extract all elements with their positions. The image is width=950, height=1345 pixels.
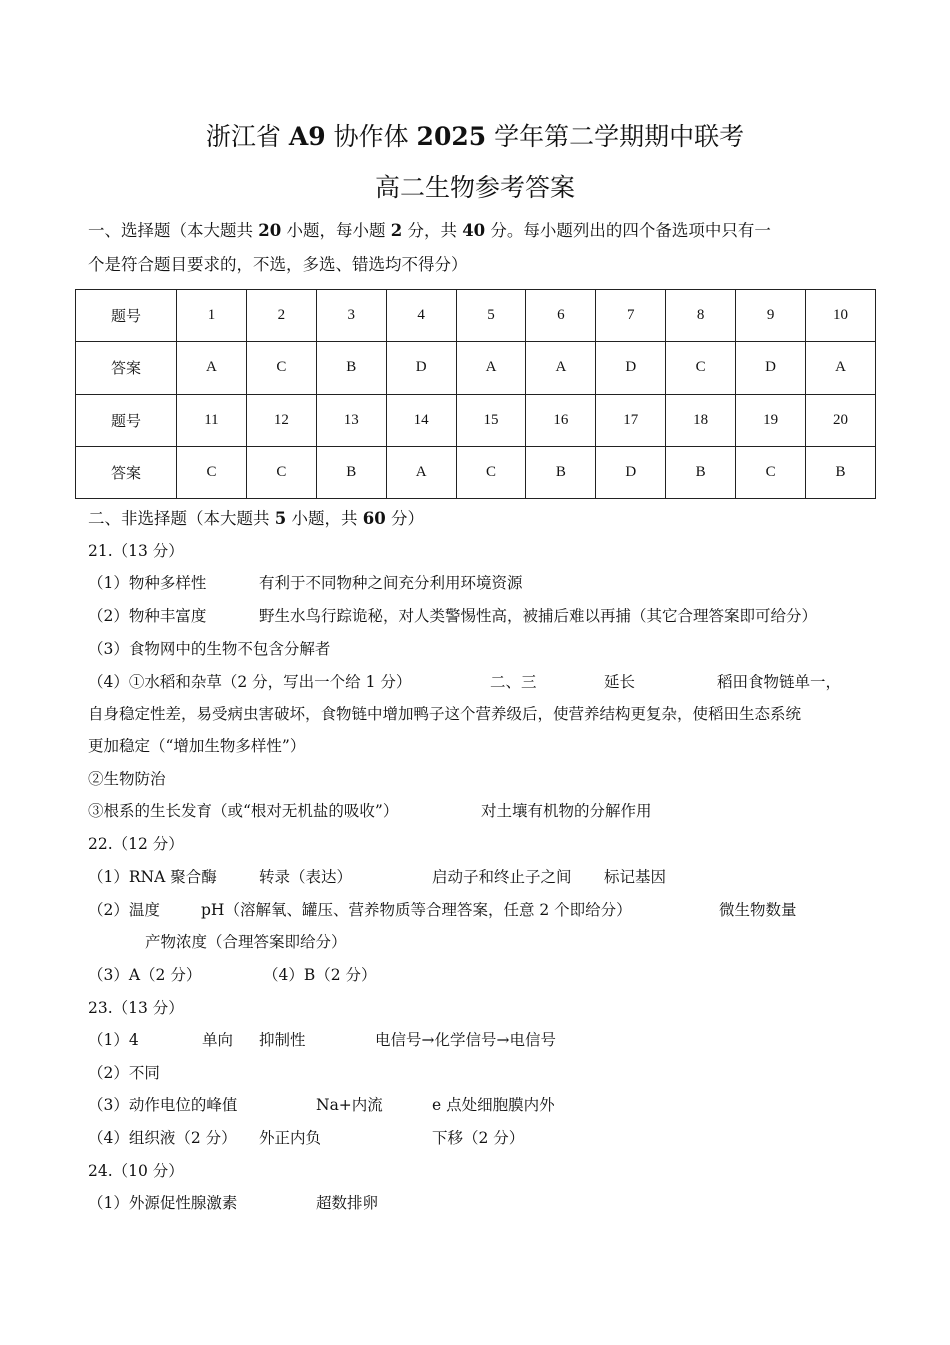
q22-part1-answer-a: （1）RNA 聚合酶 [88,868,217,886]
answer-table-cell: D [596,342,666,394]
q22-part1-answer-d: 标记基因 [604,868,667,886]
q23-part1-answer-c: 抑制性 [259,1031,306,1049]
answer-table-cell: C [736,446,806,498]
answer-table-cell: 5 [456,290,526,342]
q21-part4-answer-d: 稻田食物链单一， [717,673,842,691]
answer-table-cell: A [386,446,456,498]
answer-table-cell: 6 [526,290,596,342]
q21-part2-answer-a: （2）物种丰富度 [88,607,207,625]
answer-table-cell: 7 [596,290,666,342]
answer-table-cell: 10 [806,290,876,342]
q23-part4-answer-a: （4）组织液（2 分） [88,1129,237,1147]
q22-part2-line2: 产物浓度（合理答案即给分） [145,933,347,951]
answer-table-row [76,394,876,446]
q23-part1-answer-a: （1）4 [88,1031,139,1049]
answer-table [75,289,876,499]
section2-heading: 二、非选择题（本大题共 5 小题，共 60 分） [88,509,424,528]
page-subtitle: 高二生物参考答案 [374,173,575,202]
answer-table-cell: 12 [246,394,316,446]
answer-table-cell: 19 [736,394,806,446]
answer-table-cell: D [596,446,666,498]
q23-part1-answer-d: 电信号→化学信号→电信号 [375,1031,556,1049]
answer-table-row-header: 题号 [76,290,177,342]
q21-part2-answer-b: 野生水鸟行踪诡秘，对人类警惕性高，被捕后难以再捕（其它合理答案即可给分） [259,607,818,625]
q21-part4-answer-a: （4）①水稻和杂草（2 分，写出一个给 1 分） [88,673,412,691]
answer-table-cell: 4 [386,290,456,342]
q22-part2-answer-c: 微生物数量 [719,901,797,919]
q21-part1-answer-a: （1）物种多样性 [88,574,207,592]
answer-table-cell: C [246,446,316,498]
section1-instruction-line2: 个是符合题目要求的，不选，多选、错选均不得分） [88,255,468,274]
q23-part3-answer-c: e 点处细胞膜内外 [432,1096,555,1114]
answer-table-cell: A [806,342,876,394]
q21-part3-answer: （3）食物网中的生物不包含分解者 [88,640,331,658]
answer-table-cell: 13 [316,394,386,446]
answer-table-cell: B [316,446,386,498]
q23-part2-answer: （2）不同 [88,1064,160,1082]
answer-table-row-header: 题号 [76,394,177,446]
answer-table-cell: C [456,446,526,498]
answer-table-cell: 8 [666,290,736,342]
q23-part3-answer-a: （3）动作电位的峰值 [88,1096,238,1114]
answer-table-row [76,290,876,342]
answer-table-row [76,342,876,394]
answer-table-cell: 3 [316,290,386,342]
answer-table-cell: B [526,446,596,498]
answer-table-cell: 14 [386,394,456,446]
answer-table-cell: A [456,342,526,394]
q23-part4-answer-b: 外正内负 [259,1129,322,1147]
answer-table-cell: B [316,342,386,394]
answer-table-cell: 2 [246,290,316,342]
q23-heading: 23.（13 分） [88,999,184,1017]
answer-table-cell: 1 [177,290,247,342]
answer-table-cell: 18 [666,394,736,446]
answer-table-cell: A [177,342,247,394]
q23-part1-answer-b: 单向 [202,1031,234,1049]
q21-part4-line2: 自身稳定性差，易受病虫害破坏，食物链中增加鸭子这个营养级后，使营养结构更复杂，使稻田生态系统 [88,705,802,723]
answer-table-cell: 20 [806,394,876,446]
answer-table-cell: C [177,446,247,498]
q22-part3-answer: （3）A（2 分） [88,966,202,984]
q21-part1-answer-b: 有利于不同物种之间充分利用环境资源 [259,574,523,592]
q23-part4-answer-c: 下移（2 分） [432,1129,525,1147]
answer-table-cell: D [386,342,456,394]
q23-part3-answer-b: Na+内流 [316,1096,383,1114]
q24-heading: 24.（10 分） [88,1162,184,1180]
q22-part2-answer-a: （2）温度 [88,901,160,919]
answer-table-cell: 9 [736,290,806,342]
q22-part4-answer: （4）B（2 分） [263,966,377,984]
q21-part4-answer-b: 二、三 [490,673,537,691]
section1-instruction-line1: 一、选择题（本大题共 20 小题，每小题 2 分，共 40 分。每小题列出的四个备选项中只有一 [88,221,771,240]
answer-table-row [76,446,876,498]
q21-part4-line3: 更加稳定（“增加生物多样性”） [88,737,306,755]
answer-table-cell: D [736,342,806,394]
answer-table-cell: A [526,342,596,394]
answer-table-cell: 16 [526,394,596,446]
page-title: 浙江省 A9 协作体 2025 学年第二学期期中联考 [205,122,745,151]
q22-part2-answer-b: pH（溶解氧、罐压、营养物质等合理答案，任意 2 个即给分） [201,901,632,919]
q24-part1-answer-b: 超数排卵 [316,1194,379,1212]
answer-table-cell: 15 [456,394,526,446]
q22-heading: 22.（12 分） [88,835,184,853]
q24-part1-answer-a: （1）外源促性腺激素 [88,1194,238,1212]
answer-table-cell: B [666,446,736,498]
q21-part4-answer-c: 延长 [604,673,636,691]
answer-table-row-header: 答案 [76,342,177,394]
q21-part4-item2: ②生物防治 [88,770,166,788]
answer-table-cell: B [806,446,876,498]
answer-table-row-header: 答案 [76,446,177,498]
q22-part1-answer-b: 转录（表达） [259,868,353,886]
q21-heading: 21.（13 分） [88,542,184,560]
answer-table-cell: 17 [596,394,666,446]
q21-part4-item3-b: 对土壤有机物的分解作用 [481,802,652,820]
q21-part4-item3-a: ③根系的生长发育（或“根对无机盐的吸收”） [88,802,399,820]
answer-table-cell: C [666,342,736,394]
answer-table-cell: 11 [177,394,247,446]
q22-part1-answer-c: 启动子和终止子之间 [432,868,572,886]
answer-table-cell: C [246,342,316,394]
